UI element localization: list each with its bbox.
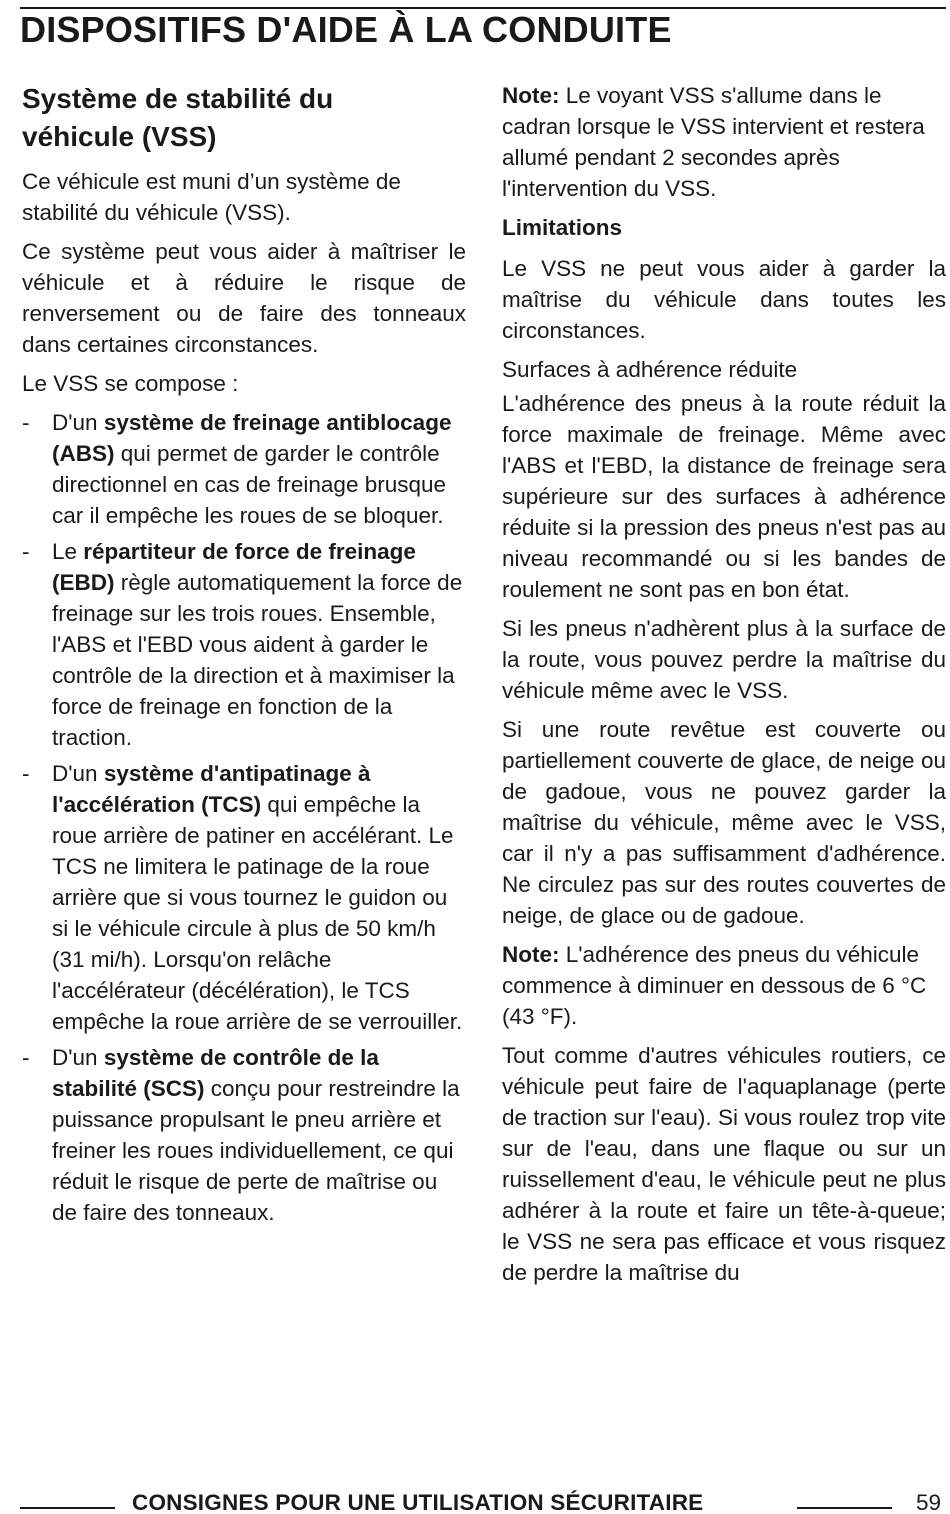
surfaces-heading: Surfaces à adhérence réduite: [502, 357, 798, 382]
list-item-term: système de freinage antiblocage (ABS): [52, 410, 452, 466]
note-label: Note:: [502, 83, 560, 108]
list-item-prefix: Le: [52, 539, 84, 564]
list-item-text: règle automatiquement la force de freinage sur les trois roues. Ensemble, l'ABS et l'EBD vous aident à garder le contrôle de la direction et à maximiser la force de freinage en fonction de la traction.: [52, 570, 463, 750]
list-item: [22, 1042, 466, 1228]
list-dash: -: [22, 539, 30, 564]
note-label: Note:: [502, 942, 560, 967]
list-dash: -: [22, 1045, 30, 1070]
section-heading: [22, 80, 466, 156]
component-list: [22, 407, 466, 1228]
list-item: [22, 758, 466, 1037]
intro-paragraph: Ce véhicule est muni d’un système de stabilité du véhicule (VSS).: [22, 169, 401, 225]
footer-rule-left: [20, 1507, 115, 1509]
list-dash: -: [22, 761, 30, 786]
right-column: [502, 80, 946, 1296]
list-item: [22, 407, 466, 531]
list-item-term: répartiteur de force de freinage (EBD): [52, 539, 416, 595]
left-column: [22, 80, 466, 1233]
surfaces-paragraph-1: L'adhérence des pneus à la route réduit la force maximale de freinage. Même avec l'ABS et l'EBD, la distance de freinage sera supérieure sur des surfaces à adhérence réduite si la pression des pneus n'est pas au niveau recommandé ou si les bandes de roulement ne sont pas en bon état.: [502, 391, 946, 602]
list-item-prefix: D'un: [52, 410, 104, 435]
footer-section-title: CONSIGNES POUR UNE UTILISATION SÉCURITAIRE: [132, 1490, 704, 1514]
list-item-prefix: D'un: [52, 1045, 104, 1070]
page-title: DISPOSITIFS D'AIDE À LA CONDUITE: [20, 9, 672, 50]
note-temperature: [502, 939, 946, 1032]
list-item-prefix: D'un: [52, 761, 104, 786]
limitations-heading: Limitations: [502, 215, 623, 240]
list-dash: -: [22, 410, 30, 435]
list-item-text: conçu pour restreindre la puissance propulsant le pneu arrière et freiner les roues individuellement, ce qui réduit le risque de perte de maîtrise ou de faire des tonneaux.: [52, 1076, 460, 1225]
note-vss-light: [502, 80, 946, 204]
note-text: L'adhérence des pneus du véhicule commence à diminuer en dessous de 6 °C (43 °F).: [502, 942, 927, 1029]
surfaces-paragraph-4: Tout comme d'autres véhicules routiers, ce véhicule peut faire de l'aquaplanage (perte de traction sur l'eau). Si vous roulez trop vite sur de l'eau, dans une flaque ou sur un ruissellement d'eau, le véhicule peut ne plus adhérer à la route et faire un tête-à-queue; le VSS ne sera pas efficace et vous risquez de perdre la maîtrise du: [502, 1043, 946, 1285]
section-heading-line1: Système de stabilité du: [22, 83, 334, 114]
list-item-text: qui empêche la roue arrière de patiner en accélérant. Le TCS ne limitera le patinage de la roue arrière que si vous tournez le guidon ou si le véhicule circule à plus de 50 km/h (31 mi/h). Lorsqu'on relâche l'accélérateur (décélération), le TCS empêche la roue arrière de se verrouiller.: [52, 792, 463, 1034]
list-item-term: système de contrôle de la stabilité (SCS): [52, 1045, 379, 1101]
surfaces-paragraph-3: Si une route revêtue est couverte ou partiellement couverte de glace, de neige ou de gadoue, vous ne pouvez garder la maîtrise du véhicule, même avec le VSS, car il n'y a pas suffisamment d'adhérence. Ne circulez pas sur des routes couvertes de neige, de glace ou de gadoue.: [502, 717, 946, 928]
limitations-paragraph: Le VSS ne peut vous aider à garder la maîtrise du véhicule dans toutes les circonstances.: [502, 256, 946, 343]
surfaces-paragraph-2: Si les pneus n'adhèrent plus à la surface de la route, vous pouvez perdre la maîtrise du véhicule même avec le VSS.: [502, 616, 946, 703]
page-number: 59: [916, 1490, 942, 1514]
composition-paragraph: Le VSS se compose :: [22, 371, 239, 396]
section-heading-line2: véhicule (VSS): [22, 121, 217, 152]
list-item: [22, 536, 466, 753]
page-footer: [0, 1488, 950, 1514]
list-item-text: qui permet de garder le contrôle directionnel en cas de freinage brusque car il empêche les roues de se bloquer.: [52, 441, 447, 528]
footer-rule-right: [797, 1507, 892, 1509]
list-item-term: système d'antipatinage à l'accélération (TCS): [52, 761, 371, 817]
note-text: Le voyant VSS s'allume dans le cadran lorsque le VSS intervient et restera allumé pendant 2 secondes après l'intervention du VSS.: [502, 83, 925, 201]
purpose-paragraph: Ce système peut vous aider à maîtriser le véhicule et à réduire le risque de renversement ou de faire des tonneaux dans certaines circonstances.: [22, 239, 466, 357]
